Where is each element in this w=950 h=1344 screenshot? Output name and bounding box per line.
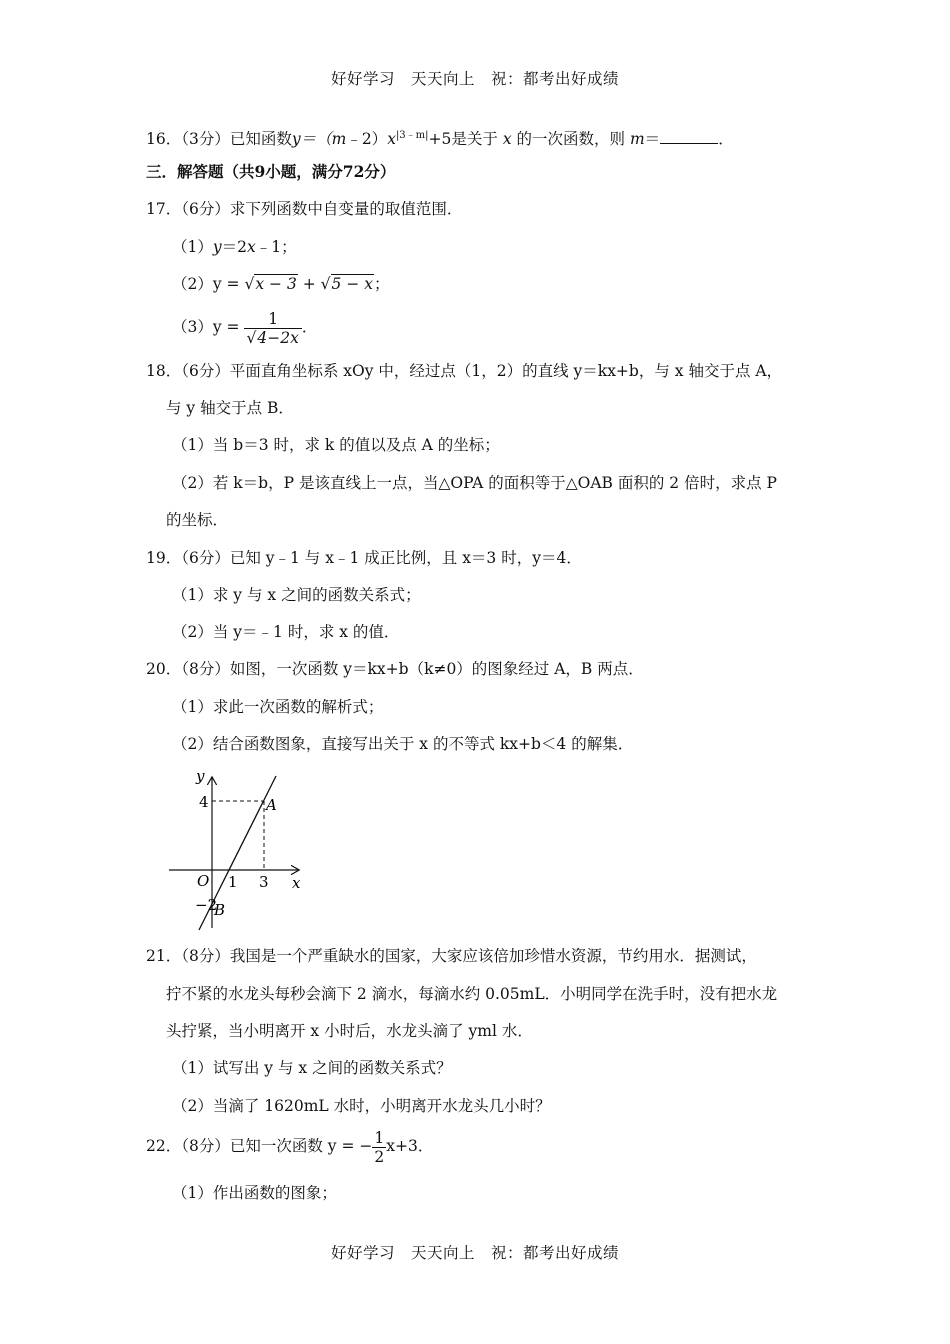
fraction: $\frac{1}{√4-2x}$ [244, 310, 301, 347]
question-21-line-1: 21．（8分）我国是一个严重缺水的国家，大家应该倍加珍惜水资源，节约用水．据测试， [146, 947, 757, 965]
question-18-part-1: （1）当 b＝3 时，求 k 的值以及点 A 的坐标； [172, 436, 500, 454]
question-22-part-1: （1）作出函数的图象； [172, 1184, 337, 1202]
question-19-part-1: （1）求 y 与 x 之间的函数关系式； [172, 586, 421, 604]
question-19-stem: 19．（6分）已知 y﹣1 与 x﹣1 成正比例，且 x＝3 时，y＝4． [146, 549, 582, 567]
question-18-line-1: 18．（6分）平面直角坐标系 xOy 中，经过点（1，2）的直线 y＝kx+b，与 x 轴交于点 A， [146, 362, 783, 380]
question-18-part-2-cont: 的坐标． [166, 511, 229, 529]
answer-blank [660, 129, 718, 144]
question-22-stem: 22．（8分）已知一次函数 y = − $\frac{1}{2}$ x+3． [146, 1128, 434, 1166]
section-title: 三．解答题（共9小题，满分72分） [146, 162, 396, 181]
point-a-label: A [266, 796, 277, 814]
tick-label-y-4: 4 [199, 793, 209, 811]
tick-label-x-1: 1 [228, 873, 238, 891]
question-21-part-1: （1）试写出 y 与 x 之间的函数关系式？ [172, 1059, 452, 1077]
x-axis-label: x [292, 874, 301, 892]
tick-label-x-3: 3 [259, 873, 269, 891]
origin-label: O [197, 872, 210, 890]
function-graph [166, 768, 311, 934]
y-axis-label: y [196, 768, 205, 785]
question-18-line-2: 与 y 轴交于点 B． [166, 399, 294, 417]
question-17-stem: 17．（6分）求下列函数中自变量的取值范围． [146, 200, 463, 218]
fraction-one-half: $\frac{1}{2}$ [374, 1128, 385, 1166]
question-17-part-2: （2）y = √x − 3 + √5 − x； [172, 275, 390, 293]
question-20-stem: 20．（8分）如图，一次函数 y＝kx+b（k≠0）的图象经过 A，B 两点． [146, 660, 644, 678]
question-21-part-2: （2）当滴了 1620mL 水时，小明离开水龙头几小时？ [172, 1097, 551, 1115]
question-18-part-2: （2）若 k＝b，P 是该直线上一点，当△OPA 的面积等于△OAB 面积的 2 倍时，求点 P [172, 474, 777, 492]
page-footer: 好好学习 天天向上 祝：都考出好成绩 [330, 1244, 619, 1262]
page-header: 好好学习 天天向上 祝：都考出好成绩 [330, 70, 619, 88]
question-21-line-3: 头拧紧，当小明离开 x 小时后，水龙头滴了 yml 水． [166, 1022, 533, 1040]
question-20-part-1: （1）求此一次函数的解析式； [172, 698, 384, 716]
question-19-part-2: （2）当 y＝﹣1 时，求 x 的值． [172, 623, 400, 641]
question-21-line-2: 拧不紧的水龙头每秒会滴下 2 滴水，每滴水约 0.05mL．小明同学在洗手时，没有把水龙 [166, 985, 778, 1003]
tick-label-y-neg2: −2 [195, 896, 218, 914]
point-b-label: B [214, 901, 226, 919]
question-20-part-2: （2）结合函数图象，直接写出关于 x 的不等式 kx+b＜4 的解集． [172, 735, 634, 753]
question-17-part-3: （3）y = $\frac{1}{√4-2x}$ ． [172, 309, 318, 347]
question-17-part-1: （1）y＝2x﹣1； [172, 238, 297, 256]
question-16: 16．（3分）已知函数$y=(m﹣2)x^{|3﹣m|}+5$是关于 x 的一次函数，则 m＝ ． [146, 130, 734, 149]
